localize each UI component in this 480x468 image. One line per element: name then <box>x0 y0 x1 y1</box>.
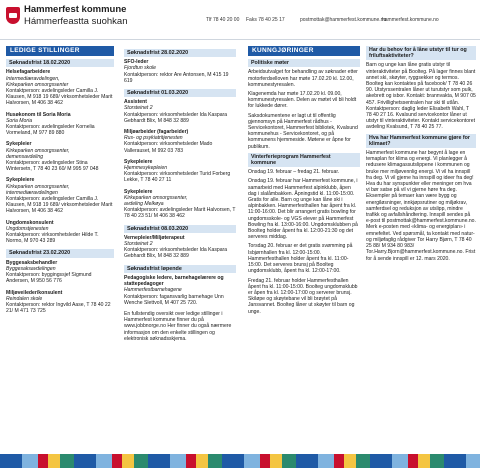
job-title: Sykepleier <box>6 141 32 148</box>
job-contact: Kontaktperson: avdelingsleder Camilla J. Klausen, M 918 19 689/ virksomhetsleder Marit Halvorsen, M 406 38 462 <box>6 196 113 215</box>
job-listing <box>124 189 236 220</box>
municipality-name-sami: Hámmerfeastta suohkan <box>24 16 128 27</box>
deadline-label: Søknadsfrist 08.03.2020 <box>124 225 236 233</box>
job-title: Byggesaksbehandler <box>6 259 58 266</box>
job-unit: Ungdomstjenesten <box>6 225 49 232</box>
job-unit: demensavdeling <box>6 153 44 160</box>
email-link[interactable]: postmottak@hammerfest.kommune.no <box>300 17 387 23</box>
job-title: Pedagogiske ledere, barnehagelærere og stattepedagoger <box>124 274 224 288</box>
notice-paragraph: Onsdag 19. februar har Hammerfest kommune, i samarbeid med Hammerfest alpinklubb, åpen dag i slalåmbakken. Åpningstid kl. 11:00-15:00. Gratis for alle. Barn og unge kan låne ski i alpinbakken. Hammerfesthallen har åpent fra kl. 11:00-16:00. Det blir arrangert gratis bowling for ungdomsskole- og VGS elever på Hammerfest Bowling fra kl. 13:00-16:00. Ungdomsklubben på Boolteg holder åpent fra kl. 12:00-21:30 og det serveres middag. <box>248 178 358 241</box>
decorative-footer-band <box>0 454 480 468</box>
job-title: Miljøveileder/konsulent <box>6 289 63 296</box>
job-listing <box>6 220 114 245</box>
notice-bullet: Arbeidsutvalget for behandling av søknader etter motorferdselloven har møte 17.02.20 kl. 12.00, kommunestyresalen. <box>248 69 358 88</box>
notice-paragraph: Saksdokumentene er lagt ut til offentlig gjennomsyn på Hammerfest rådhus - Servicekontoret, Hammerfest bibliotek, Kvalsund kommunehus - Servicekontoret, og på kommunens hjemmeside. Møtene er åpne for publikum. <box>248 112 358 150</box>
deadline-label: Søknadsfrist 28.02.2020 <box>124 49 236 57</box>
notice-paragraph: Barn og unge kan låne gratis utstyr til vinteraktiviteter på Boolteg. På lager finnes blant annet ski, skøyter, ryggsekker og termos. Boolteg kan kontaktes på facebook/ T 78 40 26 90. Utstyrssentralen låner ut turutstyr som pulk, akebrett og isbor. Kontakt: brannvakta, M 907 05 457. Frivillighetssentralen har ski til utlån. Kontaktperson: daglig leder Elisabeth Wahl, T 78 40 27 16. Kvalsund servicekontor låner ut utstyr til vinteraktiviteter. Kontakt servicekontoret avdeling Kvalsund, T 78 40 25 77. <box>366 62 476 131</box>
job-listing <box>124 235 236 260</box>
job-contact: Kontaktperson: avdelingsleder Stina Wintersetn, T 78 40 23 60/ M 995 97 048 <box>6 160 99 173</box>
deadline-label: Søknadsfrist løpende <box>124 265 236 273</box>
job-unit: Kirkeparken omsorgssenter <box>6 81 69 88</box>
job-unit: Storsteinet 2 <box>124 241 153 248</box>
job-title: Vernepleier/Miljøterapeut <box>124 234 185 241</box>
job-contact: Kontaktperson: virksomhetsleder Turid Forberg Lekke, T 78 40 27 11 <box>124 171 231 184</box>
job-contact: Kontaktperson: rektor Ingvild Aase, T 78 40 22 21/ M 471 73 725 <box>6 301 111 315</box>
job-unit: Storsteinet 2 <box>124 105 153 112</box>
notice-heading: Vinterferieprogram Hammerfest kommune <box>248 153 360 167</box>
fax: Faks 78 40 25 17 <box>246 17 285 23</box>
page-header <box>0 0 480 40</box>
job-title: Husøkonom til Soria Moria <box>6 111 71 118</box>
job-unit: Kirkeparken omsorgssenter, <box>6 147 70 154</box>
job-title: Helsefagarbeidere <box>6 69 51 76</box>
job-listing <box>124 275 236 306</box>
job-listing <box>6 260 114 285</box>
job-contact: Kontaktperson: virksomhetsleder Mado Vallerauset, M 992 03 783 <box>124 141 213 154</box>
job-contact: Kontaktperson: virksomhetsleder Ida Kaspara Gebhardt Blix, M 848 32 889 <box>124 111 228 124</box>
job-contact: Kontaktperson: avdelingsleder Kornelia Vormeland, M 977 89 880 <box>6 124 95 137</box>
notice-paragraph: Onsdag 19. februar – fredag 21. februar. <box>248 169 340 176</box>
deadline-label: Søknadsfrist 01.03.2020 <box>124 89 236 97</box>
job-listing <box>6 141 114 172</box>
job-title: Ungdomskonsulent <box>6 219 54 226</box>
notice-paragraph: Torsdag 20. februar er det gratis svømming på Isbjørnhallen fra kl. 12:00-15:00. Hammerfesthallen holder åpent fra kl. 11:00-15:00. Det serveres brunsj på Boolteg ungdomsklubb, åpent fra kl. 12:00-17:00. <box>248 243 353 275</box>
job-unit: Soria Moria <box>6 117 33 124</box>
job-unit: intermediæravdelingen <box>6 189 58 196</box>
column-info <box>366 46 476 265</box>
job-contact: Kontaktperson: virksomhetsleder Hilde T. Normo, M 970 43 289 <box>6 232 99 245</box>
section-heading: KUNNGJØRINGER <box>248 46 360 56</box>
job-unit: Rus- og psykiatritjenesten <box>124 135 183 142</box>
column-announcements <box>248 46 360 318</box>
job-title: Sykepleiere <box>124 188 153 195</box>
website-link[interactable]: hammerfest.kommune.no <box>382 17 439 23</box>
job-listing <box>124 159 236 184</box>
job-listing <box>6 177 114 214</box>
job-contact: Kontaktperson: virksomhetsleder Ida Kaspara Gebhardt Blix, M 848 32 889 <box>124 247 228 260</box>
job-title: Miljøarbeider (fagarbeider) <box>124 129 189 136</box>
column-jobs-2 <box>124 46 236 342</box>
notice-heading: Hva har Hammerfest kommune gjøre for klimaet? <box>366 134 476 148</box>
job-unit: Kirkeparken omsorgssenter, <box>6 183 70 190</box>
notice-heading: Har du behov for å låne utstyr til tur og friluftsaktiviteter? <box>366 46 476 60</box>
job-unit: Kirkeparken omsorgssenter, <box>124 194 188 201</box>
deadline-label: Søknadsfrist 18.02.2020 <box>6 59 114 67</box>
job-unit: Reindalen skole <box>6 295 43 302</box>
job-title: Sykepleiere <box>6 177 35 184</box>
deadline-label: Søknadsfrist 23.02.2020 <box>6 249 114 257</box>
column-jobs-1 <box>6 46 114 319</box>
phone: Tlf 78 40 20 00 <box>206 17 240 23</box>
job-listing <box>124 59 236 84</box>
job-listing <box>6 112 114 137</box>
notice-bullet: Klagenemda har møte 17.02.20 kl. 09.00, kommunestyresalen. Delen av møtet vil bli holdt for lukkede dører. <box>248 91 357 110</box>
job-title: SFO-leder <box>124 59 149 66</box>
job-contact: Kontaktperson: rektor Are Antonsen, M 415 19 619 <box>124 71 229 84</box>
job-unit: avdeling Melkøya <box>124 201 164 208</box>
job-unit: Byggesaksavdelingen <box>6 265 56 272</box>
job-unit: Intermediæravdelingen, <box>6 75 60 82</box>
job-listing <box>124 129 236 154</box>
job-contact: Kontaktperson: avdelingsleder Camilla J. Klausen, M 918 19 689/ virksomhetsleder Marit Halvorsen, M 406 38 462 <box>6 88 113 107</box>
notice-heading: Politiske møter <box>248 59 360 67</box>
section-heading: LEDIGE STILLINGER <box>6 46 114 56</box>
notice-paragraph: Hammerfest kommune har begynt å lage en temaplan for klima og energi. Vi planlegger å redusere klimagassutslippene i kommunen og bruke mer miljøvennlig energi. Vi vil ha innspill fra deg. Vi vil gjerne ha innspill og ideer fra deg! Hva du har synspunkter eller meninger om hva vi bør satse på vil vi gjerne høre fra deg. Eksempler på temaer kan være bygg og energiløsninger, innkjøpsrutiner og miljøkrav, samferdsel og reduksjon av utslipp, mindre trafikk og avfallshåndtering. Innspill sendes på e-post til postmottak@hammerfest.kommune.no. Merk e-posten med «klima- og energiplan» i emnefeltet. Ved spørsmål, ta kontakt med natur- og miljøfaglig rådgiver Tor Harry Bjørn, T 78 40 25 88/ M 934 80 983/ Tor.Harry.Bjorn@hammerfest.kommune.no. Frist for å sende innspill er 12. mars 2020. <box>366 150 476 262</box>
job-contact: Kontaktperson: avdelingsleder Marit Halvorsen, T 78 40 23 51/ M 406 38 462 <box>124 207 236 220</box>
job-listing <box>6 69 114 106</box>
job-unit: Hammerfestbarnehagene <box>124 287 182 294</box>
job-title: Sykepleiere <box>124 158 153 165</box>
jobs-footer-note: En fullstendig oversikt over ledige stillinger i Hammerfest kommune finner du på www.jobbnorge.no Her finner du også nærmere informasjon om den enkelte stillingen og elektronisk søknadsskjema. <box>124 310 232 342</box>
job-unit: Fjordtun skole <box>124 65 156 72</box>
municipality-name: Hammerfest kommune <box>24 4 127 15</box>
job-contact: Kontaktperson: fagansvarlig barnehage Unn Wenche Slettvoll, M 407 25 720. <box>124 293 224 306</box>
job-unit: Hjemmesykepleien <box>124 165 168 172</box>
job-title: Assistent <box>124 99 147 106</box>
job-listing <box>124 99 236 124</box>
job-listing <box>6 290 114 315</box>
job-contact: Kontaktperson: byggingssjef Sigmund Andersen, M 950 56 776 <box>6 272 92 285</box>
coat-of-arms-logo <box>6 7 20 24</box>
notice-paragraph: Fredag 21. februar holder Hammerfesthallen åpent fra kl. 11:00-15:00. Boolteg ungdomsklubb er åpen fra kl. 12:00-17:00 og serverer brunsj. Skiløpe og skøytebane vil bli brøytet på Jansvannet. Boolteg låner ut skøyter til barn og unge. <box>248 277 358 315</box>
